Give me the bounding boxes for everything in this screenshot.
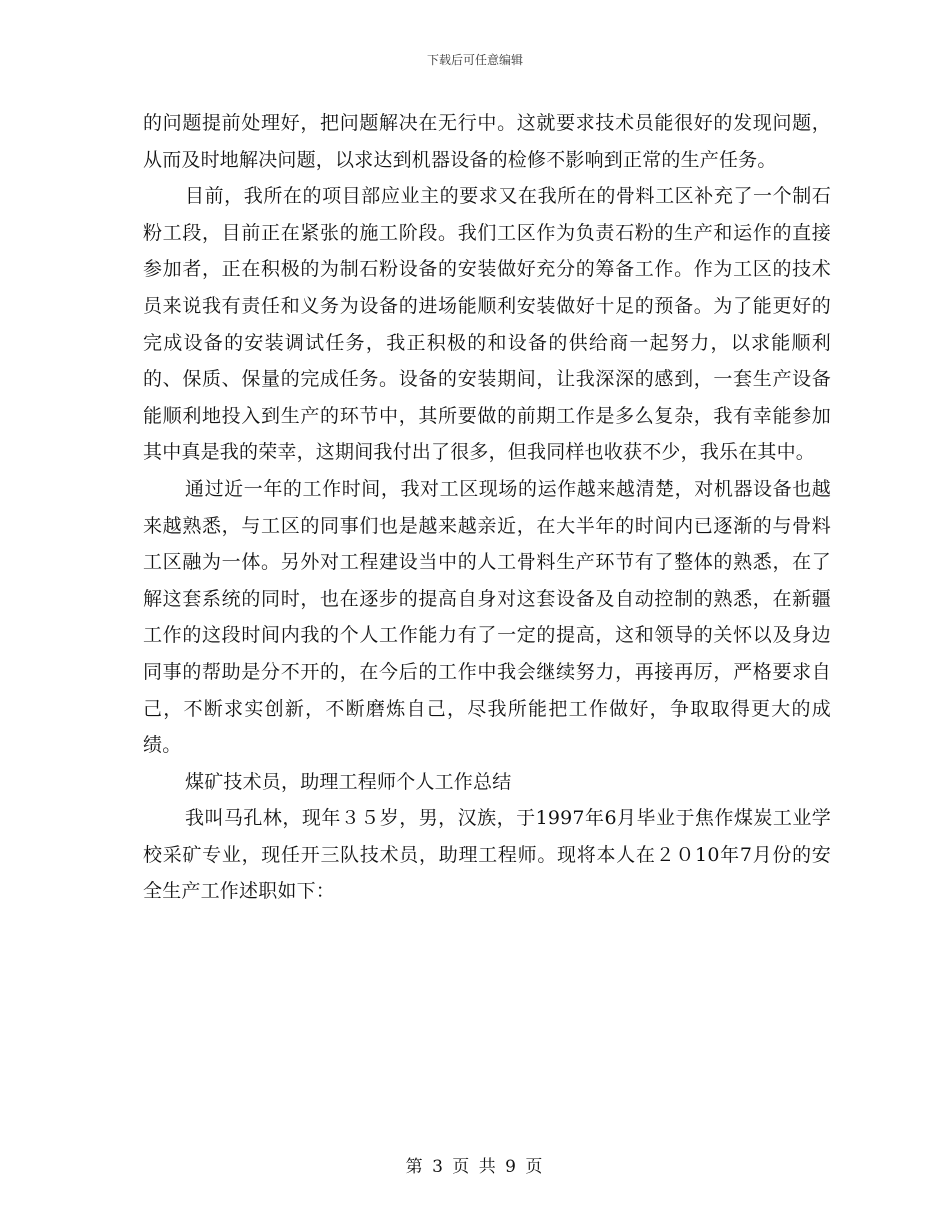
page-header: 下载后可任意编辑 <box>426 53 523 67</box>
section-heading: 煤矿技术员，助理工程师个人工作总结 <box>185 770 512 793</box>
page-number-footer: 第 3 页 共 9 页 <box>405 1157 545 1177</box>
paragraph-stone-powder-section: 目前，我所在的项目部应业主的要求又在我所在的骨料工区补充了一个制石粉工段，目前正在紧张的施工阶段。我们工区作为负责石粉的生产和运作的直接参加者，正在积极的为制石粉设备的安装做好充分的筹备工作。作为工区的技术员来说我有责任和义务为设备的进场能顺利安装做好十足的预备。为了能更好的完成设备的安装调试任务，我正积极的和设备的供给商一起努力，以求能顺利的、保质、保量的完成任务。设备的安装期间，让我深深的感到，一套生产设备能顺利地投入到生产的环节中，其所要做的前期工作是多么复杂，我有幸能参加其中真是我的荣幸，这期间我付出了很多，但我同样也收获不少，我乐在其中。 <box>143 185 831 464</box>
paragraph-self-introduction: 我叫马孔林，现年３５岁，男，汉族，于1997年6月毕业于焦作煤炭工业学校采矿专业，现任开三队技术员，助理工程师。现将本人在２０10年7月份的安全生产工作述职如下： <box>143 807 831 903</box>
paragraph-continuation: 的问题提前处理好，把问题解决在无行中。这就要求技术员能很好的发现问题，从而及时地解决问题，以求达到机器设备的检修不影响到正常的生产任务。 <box>143 112 831 171</box>
paragraph-year-summary: 通过近一年的工作时间，我对工区现场的运作越来越清楚，对机器设备也越来越熟悉，与工区的同事们也是越来越亲近，在大半年的时间内已逐渐的与骨料工区融为一体。另外对工程建设当中的人工骨料生产环节有了整体的熟悉，在了解这套系统的同时，也在逐步的提高自身对这套设备及自动控制的熟悉，在新疆工作的这段时间内我的个人工作能力有了一定的提高，这和领导的关怀以及身边同事的帮助是分不开的，在今后的工作中我会继续努力，再接再厉，严格要求自己，不断求实创新，不断磨炼自己，尽我所能把工作做好，争取取得更大的成绩。 <box>143 477 831 757</box>
document-body <box>143 105 831 910</box>
